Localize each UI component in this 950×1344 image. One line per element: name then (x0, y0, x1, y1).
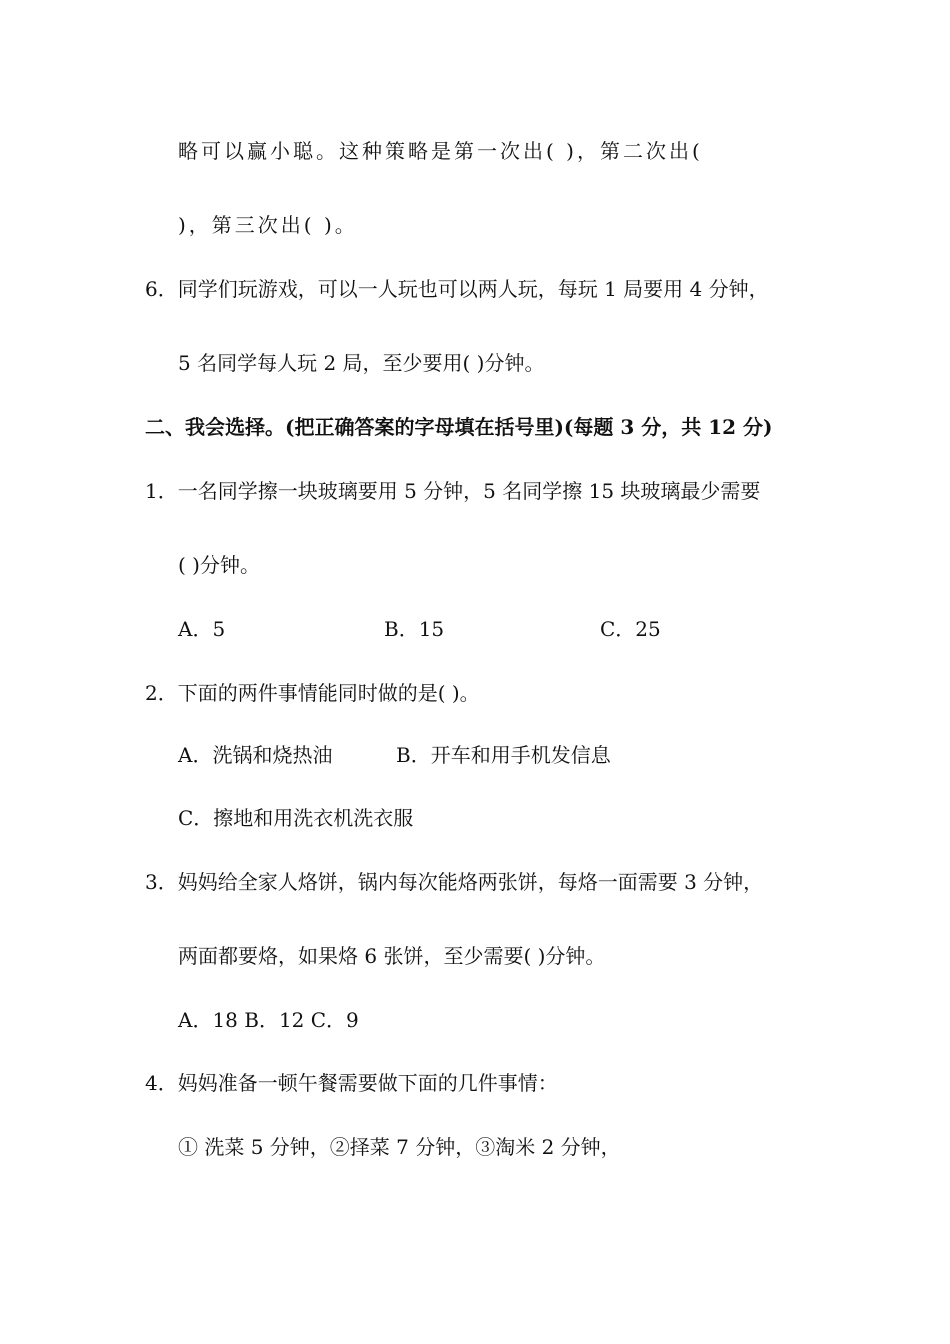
choice-1-line-2: ( )分钟。 (178, 553, 260, 577)
choice-3-line-2: 两面都要烙，如果烙 6 张饼，至少需要( )分钟。 (178, 944, 606, 968)
choice-1-option-a: A．5 (178, 617, 226, 641)
choice-4-line-2: ① 洗菜 5 分钟，②择菜 7 分钟，③淘米 2 分钟， (178, 1135, 621, 1159)
q5-continued-line-2: )，第三次出( )。 (178, 213, 358, 237)
choice-2-option-c: C．擦地和用洗衣机洗衣服 (178, 806, 414, 830)
choice-3-options: A．18 B．12 C．9 (178, 1008, 359, 1032)
question-6-line-1: 6．同学们玩游戏，可以一人玩也可以两人玩，每玩 1 局要用 4 分钟， (145, 277, 769, 301)
choice-1-option-b: B．15 (384, 617, 445, 641)
choice-2-option-b: B．开车和用手机发信息 (396, 743, 611, 767)
choice-2-line-1: 2．下面的两件事情能同时做的是( )。 (145, 681, 480, 705)
q5-continued-line-1: 略可以赢小聪。这种策略是第一次出( )，第二次出( (178, 139, 703, 163)
choice-1-option-c: C．25 (600, 617, 661, 641)
section-2-heading: 二、我会选择。(把正确答案的字母填在括号里)(每题 3 分，共 12 分) (145, 415, 773, 439)
question-6-line-2: 5 名同学每人玩 2 局，至少要用( )分钟。 (178, 351, 545, 375)
choice-3-line-1: 3．妈妈给全家人烙饼，锅内每次能烙两张饼，每烙一面需要 3 分钟， (145, 870, 764, 894)
choice-4-line-1: 4．妈妈准备一顿午餐需要做下面的几件事情： (145, 1071, 558, 1095)
choice-2-option-a: A．洗锅和烧热油 (178, 743, 333, 767)
choice-1-line-1: 1．一名同学擦一块玻璃要用 5 分钟，5 名同学擦 15 块玻璃最少需要 (145, 479, 761, 503)
